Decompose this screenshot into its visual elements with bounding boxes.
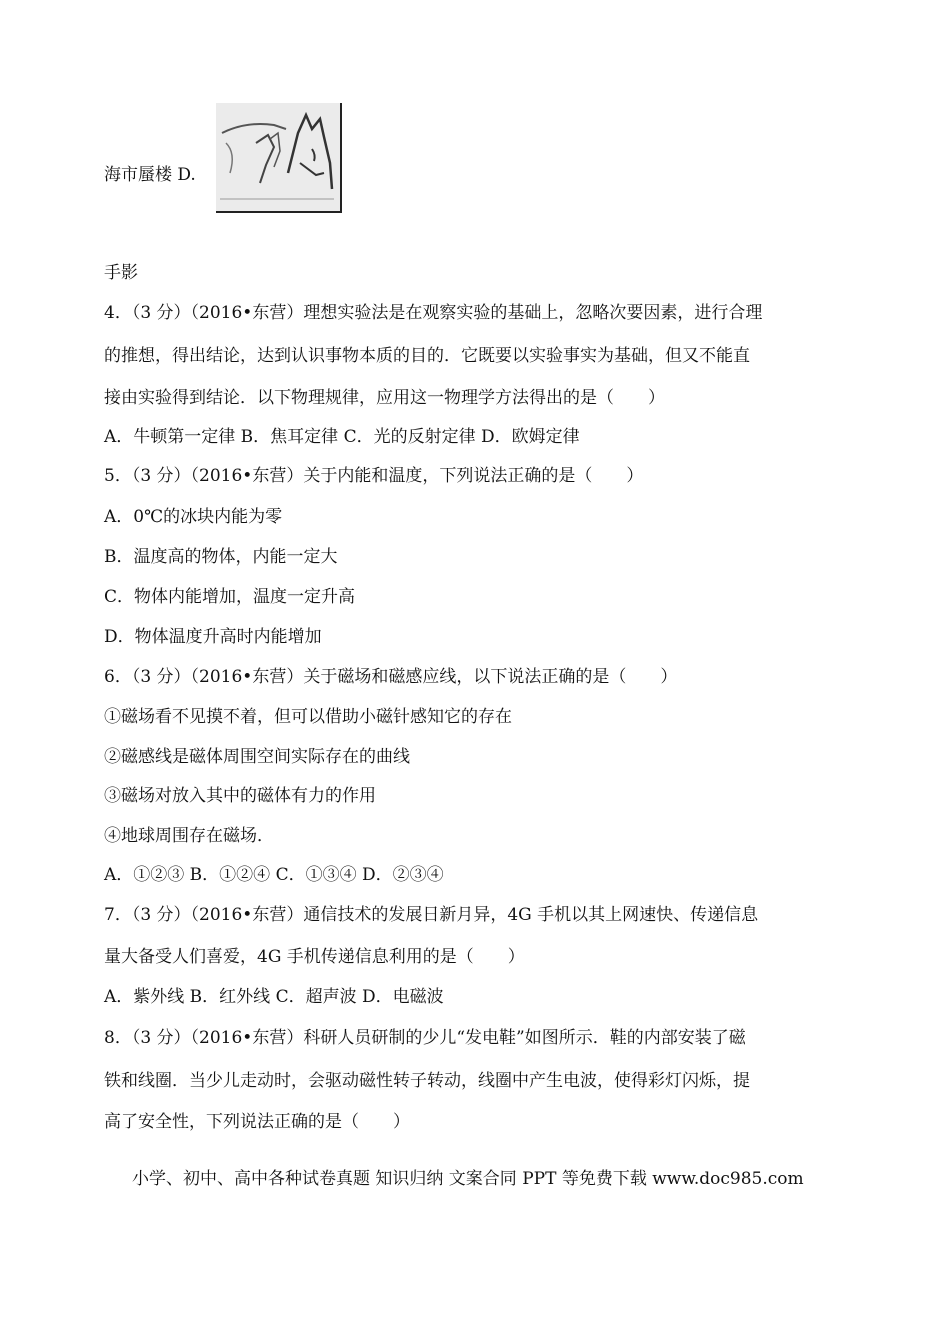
q7-line-2: 量大备受人们喜爱，4G 手机传递信息利用的是（ ）	[104, 947, 525, 967]
q5-option-d: D．物体温度升高时内能增加	[104, 627, 322, 647]
page-footer: 小学、初中、高中各种试卷真题 知识归纳 文案合同 PPT 等免费下载 www.doc985.com	[132, 1169, 804, 1189]
q6-options: A．①②③ B．①②④ C．①③④ D．②③④	[104, 865, 444, 885]
q7-line-1: 7．（3 分）（2016•东营）通信技术的发展日新月异，4G 手机以其上网速快、传递信息	[104, 905, 759, 925]
option-c-label: 海市蜃楼 D.	[104, 165, 196, 185]
q5-option-c: C．物体内能增加，温度一定升高	[104, 587, 356, 607]
q8-line-3: 高了安全性，下列说法正确的是（ ）	[104, 1112, 410, 1132]
q5-option-b: B．温度高的物体，内能一定大	[104, 547, 338, 567]
q6-statement-2: ②磁感线是磁体周围空间实际存在的曲线	[104, 747, 410, 767]
q6-statement-1: ①磁场看不见摸不着，但可以借助小磁针感知它的存在	[104, 707, 512, 727]
q4-line-3: 接由实验得到结论．以下物理规律，应用这一物理学方法得出的是（ ）	[104, 388, 665, 408]
q6-statement-3: ③磁场对放入其中的磁体有力的作用	[104, 786, 376, 806]
q6-statement-4: ④地球周围存在磁场．	[104, 826, 274, 846]
q4-line-2: 的推想，得出结论，达到认识事物本质的目的．它既要以实验事实为基础，但又不能直	[104, 346, 750, 366]
q5-stem: 5．（3 分）（2016•东营）关于内能和温度，下列说法正确的是（ ）	[104, 466, 644, 486]
hand-shadow-icon	[216, 103, 340, 211]
q7-options: A．紫外线 B．红外线 C．超声波 D．电磁波	[104, 987, 444, 1007]
option-d-label: 手影	[104, 263, 138, 283]
q4-options: A．牛顿第一定律 B．焦耳定律 C．光的反射定律 D．欧姆定律	[104, 427, 580, 447]
q6-stem: 6．（3 分）（2016•东营）关于磁场和磁感应线，以下说法正确的是（ ）	[104, 667, 678, 687]
q8-line-2: 铁和线圈．当少儿走动时，会驱动磁性转子转动，线圈中产生电波，使得彩灯闪烁，提	[104, 1071, 750, 1091]
q4-line-1: 4．（3 分）（2016•东营）理想实验法是在观察实验的基础上，忽略次要因素，进行合理	[104, 303, 763, 323]
hand-shadow-horse-image	[216, 103, 342, 213]
q8-line-1: 8．（3 分）（2016•东营）科研人员研制的少儿“发电鞋”如图所示．鞋的内部安装了磁	[104, 1028, 746, 1048]
q5-option-a: A．0℃的冰块内能为零	[104, 507, 283, 527]
